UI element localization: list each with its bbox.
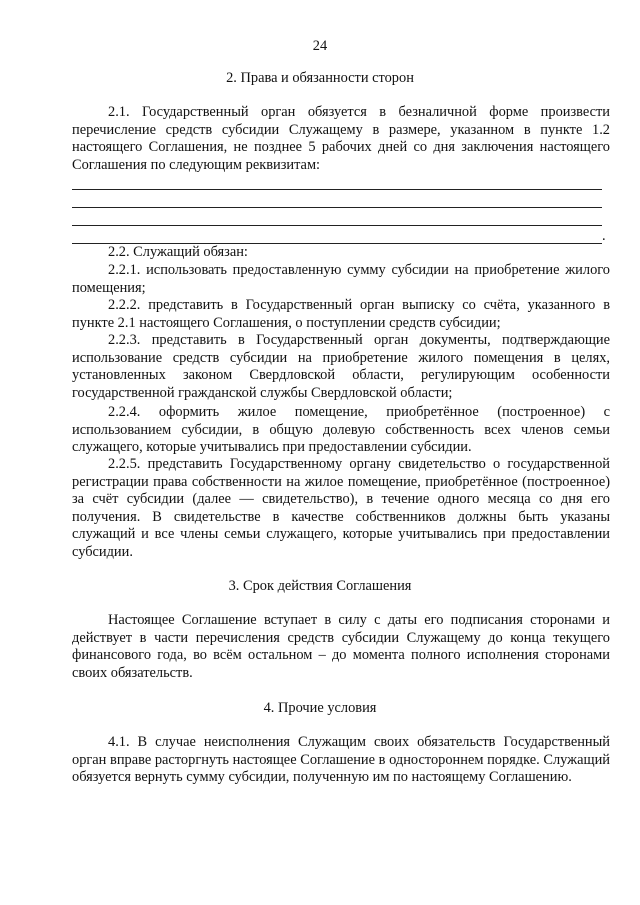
clause-2-2-5: 2.2.5. представить Государственному органу свидетельство о государственной регистрации права собственности на жилое помещение, приобретённое (построенное) за счёт субсидии (далее — свидетельство), в течение одного месяца со дня его получения. В свидетельстве в качестве собственников должны быть указаны служащий и все члены семьи служащего, которые учитывались при предоставлении субсидии. xyxy=(72,456,610,560)
clause-2-1: 2.1. Государственный орган обязуется в безналичной форме произвести перечисление средств субсидии Служащему в размере, указанном в пункте 1.2 настоящего Соглашения, не позднее 5 рабочих дней со дня заключения настоящего Соглашения по следующим реквизитам: xyxy=(72,104,610,173)
clause-2-2-3: 2.2.3. представить в Государственный орган документы, подтверждающие использование средств субсидии на приобретение жилого помещения в целях, установленных законом Свердловской области, регулирующим особенности государственной гражданской службы Свердловской области; xyxy=(72,332,610,401)
section-2-title: 2. Права и обязанности сторон xyxy=(226,70,414,86)
requisites-line-1 xyxy=(72,189,602,190)
section-4-title: 4. Прочие условия xyxy=(263,700,377,716)
clause-2-2-2: 2.2.2. представить в Государственный орган выписку со счёта, указанного в пункте 2.1 настоящего Соглашения, о поступлении средств субсидии; xyxy=(72,297,610,331)
section-3-text: Настоящее Соглашение вступает в силу с даты его подписания сторонами и действует в части перечисления средств субсидии Служащему до конца текущего финансового года, во всём остальном – до момента полного исполнения сторонами своих обязательств. xyxy=(72,612,610,681)
clause-4-1: 4.1. В случае неисполнения Служащим своих обязательств Государственный орган вправе расторгнуть настоящее Соглашение в одностороннем порядке. Служащий обязуется вернуть сумму субсидии, полученную им по настоящему Соглашению. xyxy=(72,734,610,785)
requisites-end-dot: . xyxy=(602,228,606,244)
page-number: 24 xyxy=(312,38,328,54)
clause-2-2-1: 2.2.1. использовать предоставленную сумму субсидии на приобретение жилого помещения; xyxy=(72,262,610,296)
requisites-line-3 xyxy=(72,225,602,226)
requisites-line-2 xyxy=(72,207,602,208)
section-3-title: 3. Срок действия Соглашения xyxy=(228,578,412,594)
clause-2-2-4: 2.2.4. оформить жилое помещение, приобретённое (построенное) с использованием субсидии, в общую долевую собственность всех членов семьи служащего, которые учитывались при предоставлении субсидии. xyxy=(72,404,610,455)
clause-2-2: 2.2. Служащий обязан: xyxy=(108,244,248,260)
